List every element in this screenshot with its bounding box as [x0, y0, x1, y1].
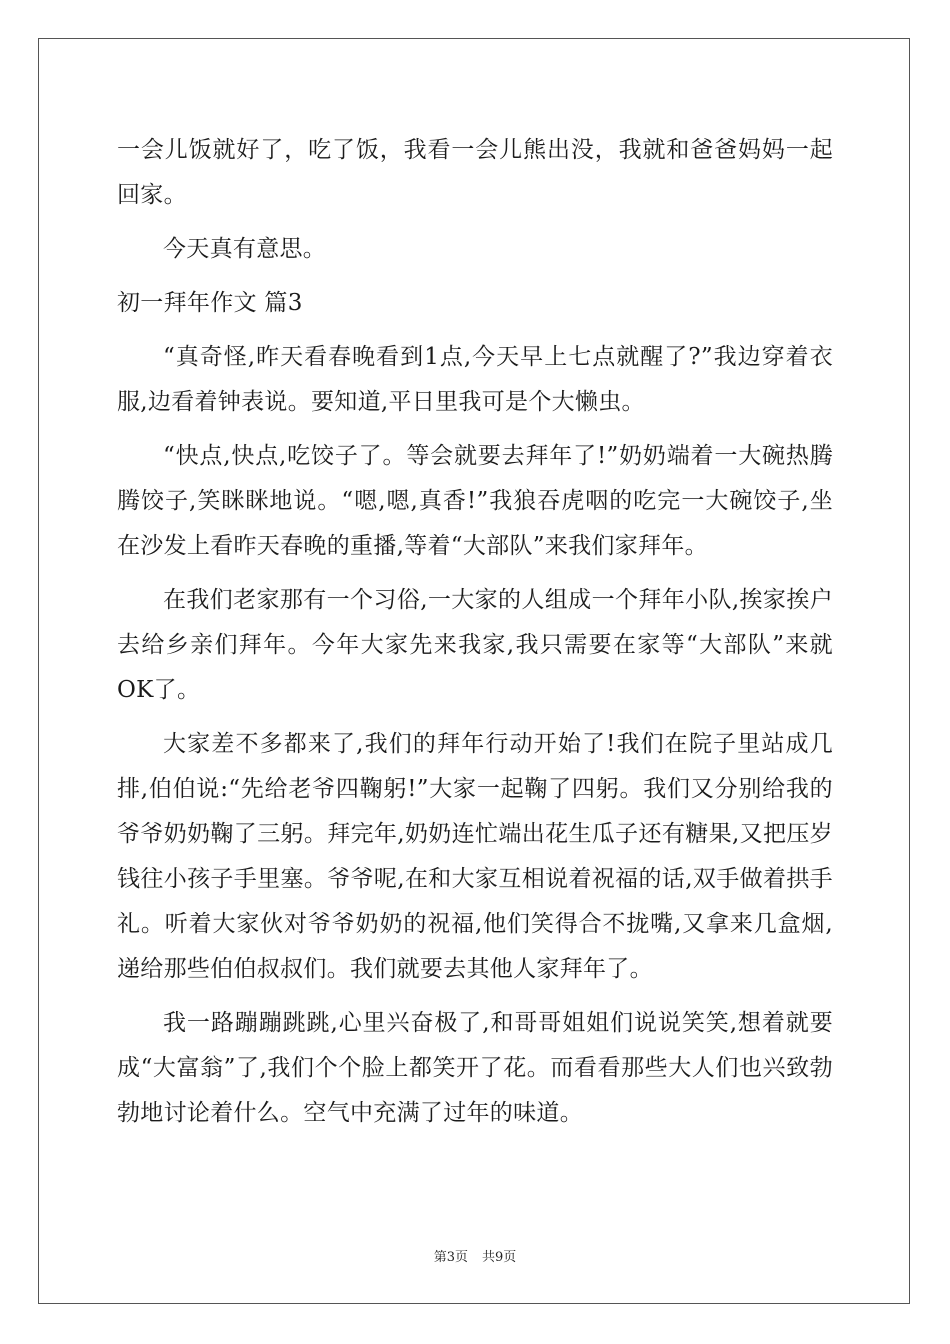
document-body — [117, 128, 833, 1145]
paragraph: “快点,快点,吃饺子了。等会就要去拜年了!”奶奶端着一大碗热腾腾饺子,笑眯眯地说。“嗯,嗯,真香!”我狼吞虎咽的吃完一大碗饺子,坐在沙发上看昨天春晚的重播,等着“大部队”来我们家拜年。 — [117, 443, 833, 559]
paragraph: “真奇怪,昨天看春晚看到1点,今天早上七点就醒了?”我边穿着衣服,边看着钟表说。要知道,平日里我可是个大懒虫。 — [117, 344, 833, 415]
paragraph: 我一路蹦蹦跳跳,心里兴奋极了,和哥哥姐姐们说说笑笑,想着就要成“大富翁”了,我们个个脸上都笑开了花。而看看那些大人们也兴致勃勃地讨论着什么。空气中充满了过年的味道。 — [117, 1010, 833, 1126]
paragraph: 大家差不多都来了,我们的拜年行动开始了!我们在院子里站成几排,伯伯说:“先给老爷四鞠躬!”大家一起鞠了四躬。我们又分别给我的爷爷奶奶鞠了三躬。拜完年,奶奶连忙端出花生瓜子还有糖果,又把压岁钱往小孩子手里塞。爷爷呢,在和大家互相说着祝福的话,双手做着拱手礼。听着大家伙对爷爷奶奶的祝福,他们笑得合不拢嘴,又拿来几盒烟,递给那些伯伯叔叔们。我们就要去其他人家拜年了。 — [117, 731, 833, 982]
page-number: 第3页 — [433, 1250, 468, 1265]
page-total: 共9页 — [482, 1250, 517, 1265]
section-heading: 初一拜年作文 篇3 — [117, 290, 303, 316]
paragraph: 一会儿饭就好了，吃了饭，我看一会儿熊出没，我就和爸爸妈妈一起回家。 — [117, 137, 833, 208]
page-footer — [0, 1246, 950, 1265]
paragraph: 今天真有意思。 — [163, 236, 327, 262]
paragraph: 在我们老家那有一个习俗,一大家的人组成一个拜年小队,挨家挨户去给乡亲们拜年。今年大家先来我家,我只需要在家等“大部队”来就OK了。 — [117, 587, 833, 703]
